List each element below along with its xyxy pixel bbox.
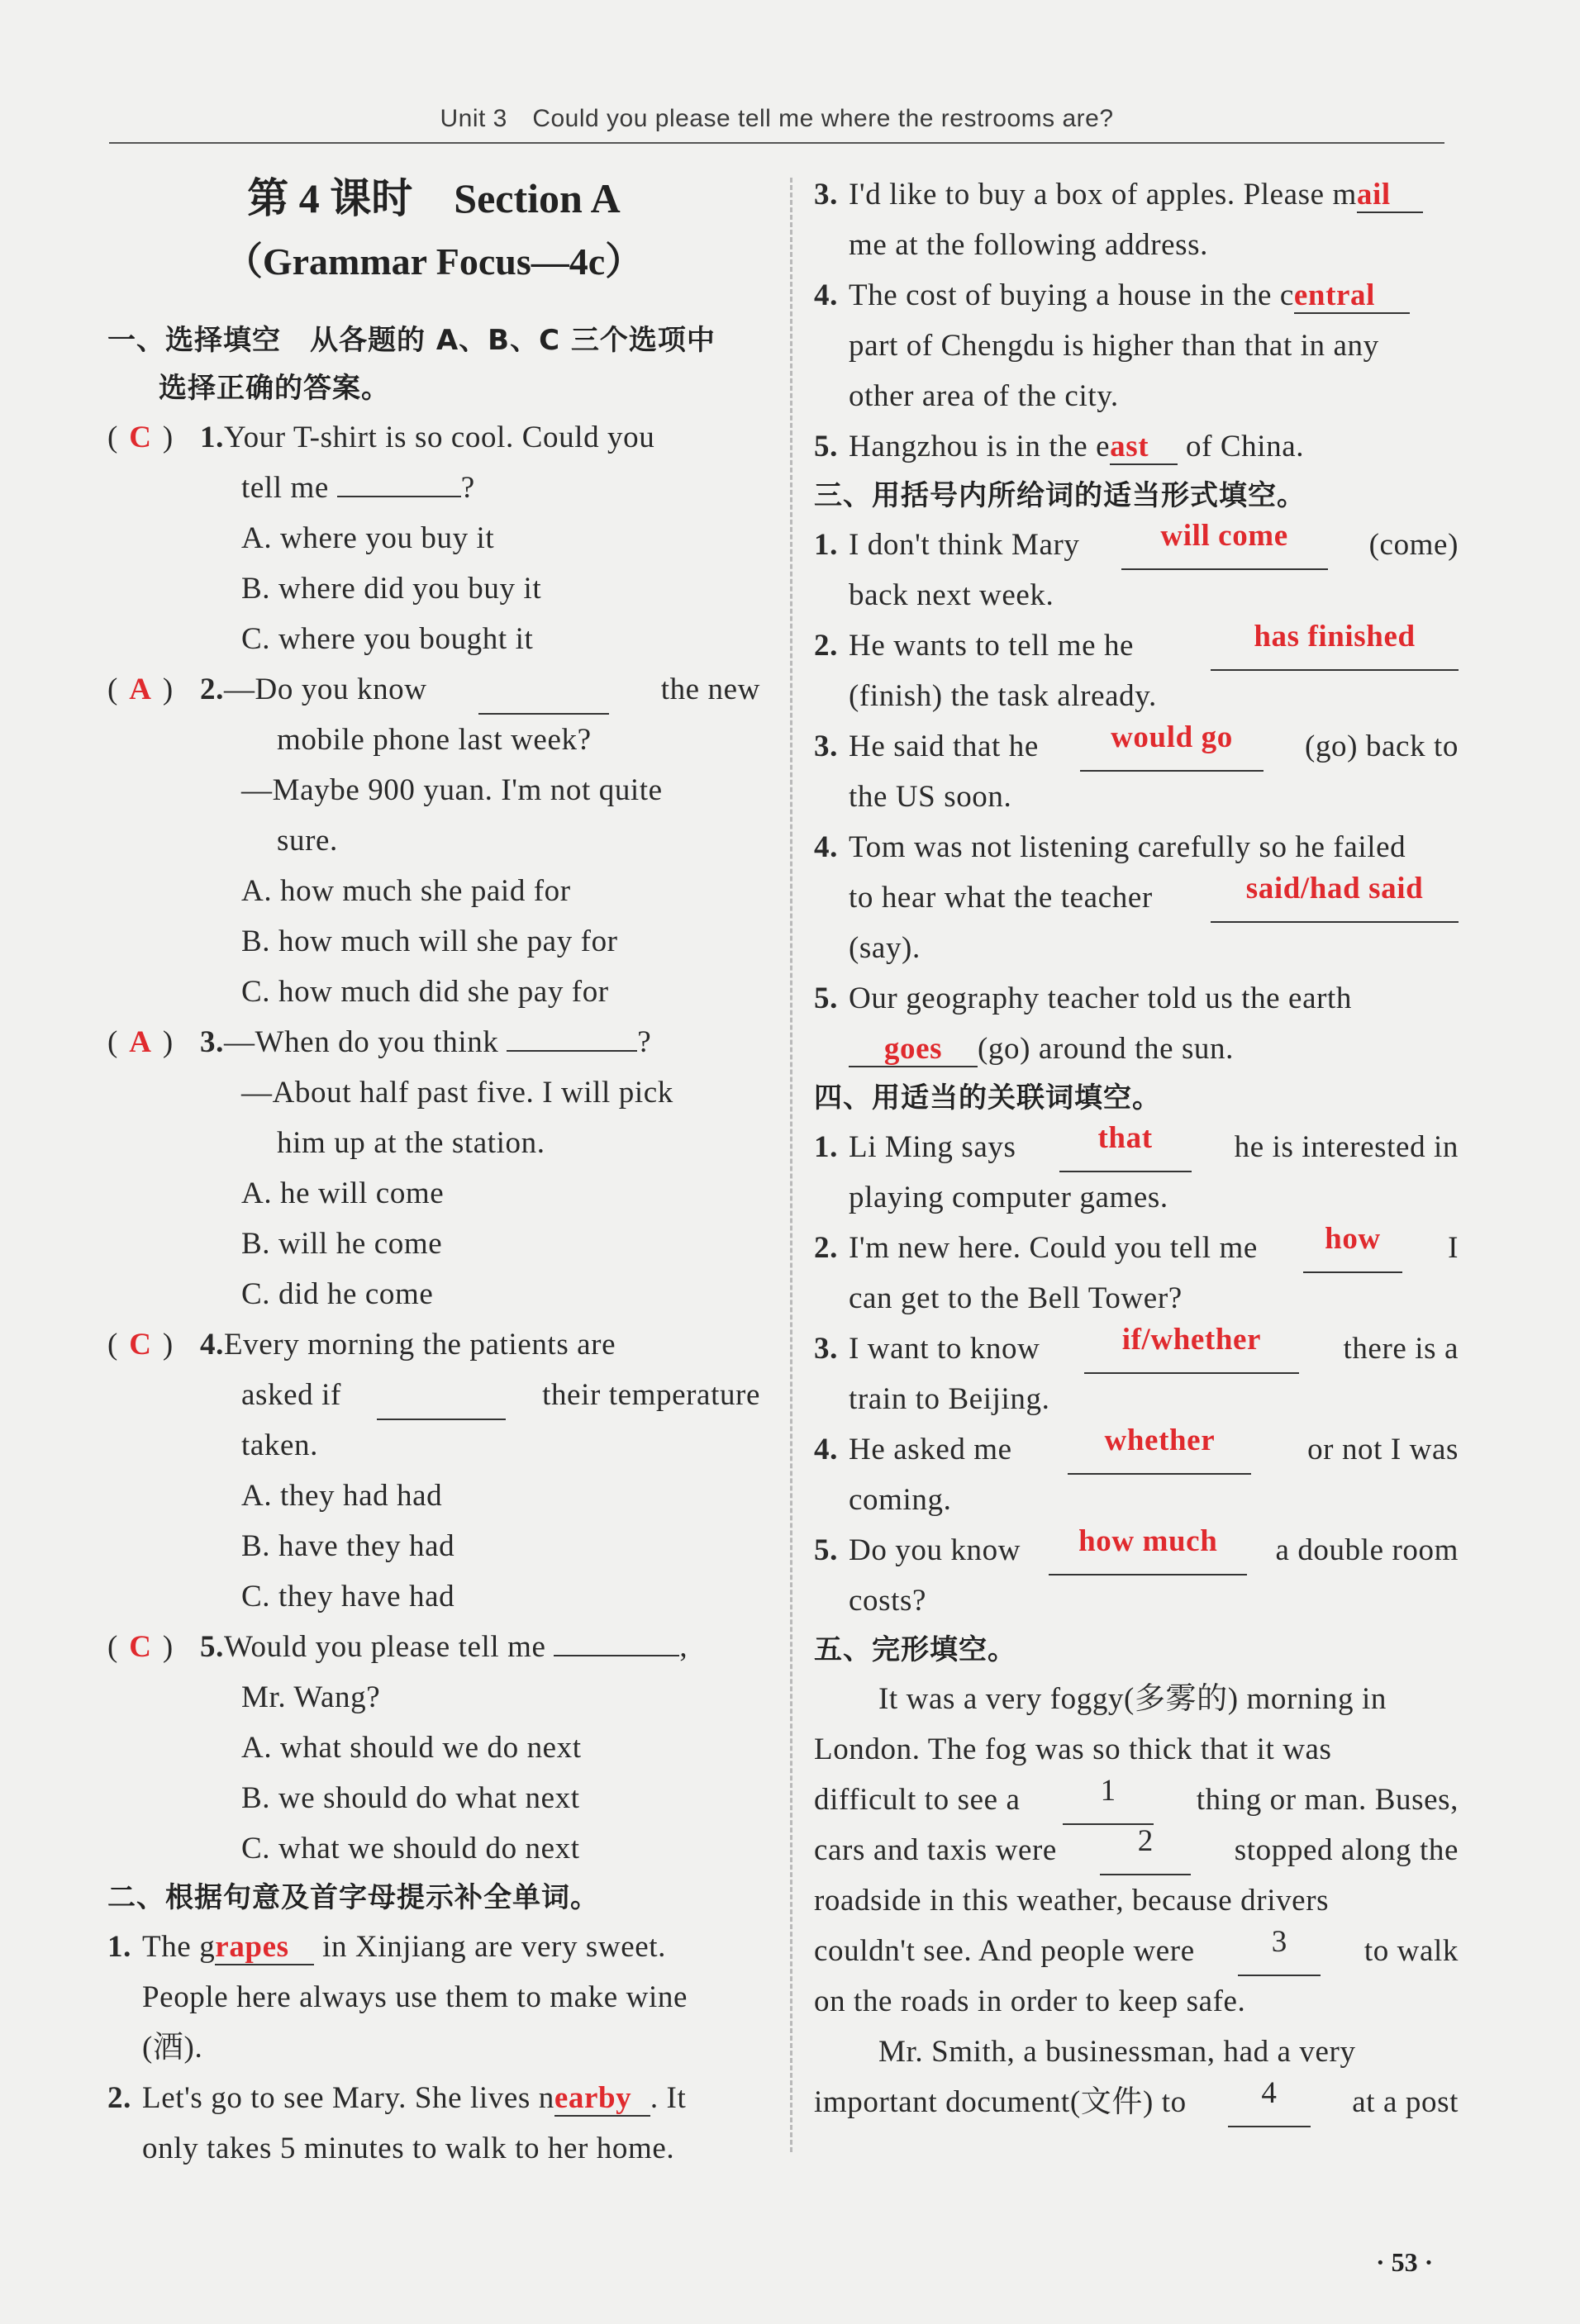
answer-letter: C — [129, 421, 152, 454]
answer-blank[interactable]: goes — [849, 1033, 978, 1067]
connective-question-5: 5. Do you know how much a double room costs? — [814, 1524, 1459, 1618]
header-rule — [109, 142, 1444, 144]
answer-blank[interactable]: whether — [1068, 1424, 1251, 1475]
answer-blank[interactable]: said/had said — [1211, 872, 1459, 923]
answer-blank[interactable] — [554, 1655, 679, 1656]
option-b: B. where did you buy it — [241, 572, 542, 606]
option-a: A. how much she paid for — [241, 874, 571, 908]
cloze-blank-2[interactable]: 2 — [1100, 1825, 1191, 1875]
connective-question-1: 1. Li Ming says that he is interested in playing computer games. — [814, 1121, 1459, 1214]
option-b: B. we should do what next — [241, 1781, 580, 1815]
connective-question-3: 3. I want to know if/whether there is a train to Beijing. — [814, 1323, 1459, 1416]
connective-question-2: 2. I'm new here. Could you tell me how I can get to the Bell Tower? — [814, 1222, 1459, 1315]
answer-blank[interactable]: has finished — [1211, 620, 1459, 671]
answer-letter: A — [129, 1025, 152, 1059]
form-question-5: 5. Our geography teacher told us the earth goes (go) around the sun. — [814, 981, 1353, 1066]
answer-blank[interactable]: will come — [1121, 520, 1328, 570]
mc-question-2: ( A ) 2.—Do you know the new mobile phone last week? —Maybe 900 yuan. I'm not quite sure. A. how much she paid for B. how much will she pay for C. how much did she pay for — [107, 664, 760, 1017]
option-c: C. how much did she pay for — [241, 975, 609, 1009]
mc-question-5: ( C ) 5.Would you please tell me , Mr. Wang? A. what should we do next B. we should do what next C. what we should do next — [107, 1622, 760, 1874]
option-b: B. will he come — [241, 1227, 443, 1261]
section-5-heading: 五、完形填空。 — [814, 1633, 1016, 1666]
option-c: C. what we should do next — [241, 1832, 580, 1865]
answer-blank[interactable]: entral — [1294, 279, 1410, 314]
cloze-blank-4[interactable]: 4 — [1228, 2077, 1311, 2127]
word-question-4: 4. The cost of buying a house in the central part of Chengdu is higher than that in any other area of the city. — [814, 270, 1459, 421]
page-number: · 53 · — [1376, 2247, 1434, 2277]
word-question-5: 5. Hangzhou is in the east of China. — [814, 430, 1305, 463]
section-3-heading: 三、用括号内所给词的适当形式填空。 — [814, 479, 1306, 512]
answer-blank[interactable]: if/whether — [1084, 1324, 1299, 1374]
section-2-heading: 二、根据句意及首字母提示补全单词。 — [107, 1881, 599, 1914]
cloze-blank-1[interactable]: 1 — [1063, 1775, 1154, 1825]
form-question-1: 1. I don't think Mary will come (come) back next week. — [814, 519, 1459, 612]
right-column — [814, 169, 1459, 2127]
answer-letter: A — [129, 672, 152, 706]
answer-blank[interactable] — [478, 664, 609, 715]
left-column — [107, 169, 760, 2174]
answer-blank[interactable]: how much — [1049, 1525, 1247, 1575]
answer-blank[interactable]: rapes — [215, 1931, 314, 1965]
option-a: A. what should we do next — [241, 1731, 582, 1765]
option-c: C. they have had — [241, 1580, 455, 1613]
answer-blank[interactable] — [337, 496, 461, 497]
word-question-3: 3. I'd like to buy a box of apples. Please mail me at the following address. — [814, 169, 1459, 270]
column-divider — [790, 178, 792, 2152]
option-a: A. he will come — [241, 1176, 445, 1210]
connective-question-4: 4. He asked me whether or not I was coming. — [814, 1423, 1459, 1517]
word-question-2: 2. Let's go to see Mary. She lives nearby . It only takes 5 minutes to walk to her home. — [107, 2081, 687, 2165]
mc-question-1: ( C ) 1.Your T-shirt is so cool. Could you tell me ? A. where you buy it B. where did you buy it C. where you bought it — [107, 412, 760, 664]
answer-blank[interactable]: ail — [1357, 178, 1423, 213]
answer-blank[interactable] — [377, 1370, 506, 1420]
answer-letter: C — [129, 1328, 152, 1362]
section-1-heading: 一、选择填空 从各题的 A、B、C 三个选项中 选择正确的答案。 — [107, 324, 716, 405]
answer-blank[interactable]: how — [1303, 1223, 1402, 1273]
answer-blank[interactable] — [507, 1050, 637, 1052]
form-question-3: 3. He said that he would go (go) back to the US soon. — [814, 720, 1459, 814]
option-c: C. did he come — [241, 1277, 434, 1311]
answer-blank[interactable]: that — [1059, 1122, 1192, 1172]
answer-blank[interactable]: ast — [1110, 430, 1178, 465]
running-header: Unit 3 Could you please tell me where the restrooms are? — [440, 105, 1114, 132]
word-question-1: 1. The grapes in Xinjiang are very sweet. People here always use them to make wine (酒). — [107, 1930, 688, 2065]
lesson-title: 第 4 课时 Section A — [247, 175, 621, 221]
option-a: A. where you buy it — [241, 521, 495, 555]
answer-blank[interactable]: would go — [1080, 721, 1264, 772]
option-b: B. have they had — [241, 1529, 455, 1563]
form-question-2: 2. He wants to tell me he has finished (finish) the task already. — [814, 620, 1459, 721]
option-c: C. where you bought it — [241, 622, 534, 656]
option-b: B. how much will she pay for — [241, 924, 618, 958]
mc-question-3: ( A ) 3.—When do you think ? —About half past five. I will pick him up at the station. A. he will come B. will he come C. did he come — [107, 1017, 760, 1319]
mc-question-4: ( C ) 4.Every morning the patients are asked if their temperature taken. A. they had had B. have they had C. they have had — [107, 1319, 760, 1622]
form-question-4: 4. Tom was not listening carefully so he failed to hear what the teacher said/had said (say). — [814, 822, 1459, 973]
answer-letter: C — [129, 1630, 152, 1664]
option-a: A. they had had — [241, 1479, 443, 1513]
lesson-subtitle: （Grammar Focus—4c） — [224, 240, 644, 283]
cloze-passage: It was a very foggy(多雾的) morning in London. The fog was so thick that it was difficult to see a 1 thing or man. Buses, cars and taxis were 2 stopped along the roadside in this weather, because drivers couldn't see. And people were 3 to walk on the roads in order to keep safe. Mr. Smith, a businessman, had a very important document(文件) to 4 at a post — [814, 1674, 1459, 2127]
section-4-heading: 四、用适当的关联词填空。 — [814, 1081, 1161, 1114]
cloze-blank-3[interactable]: 3 — [1238, 1926, 1321, 1976]
answer-blank[interactable]: earby — [554, 2082, 650, 2117]
